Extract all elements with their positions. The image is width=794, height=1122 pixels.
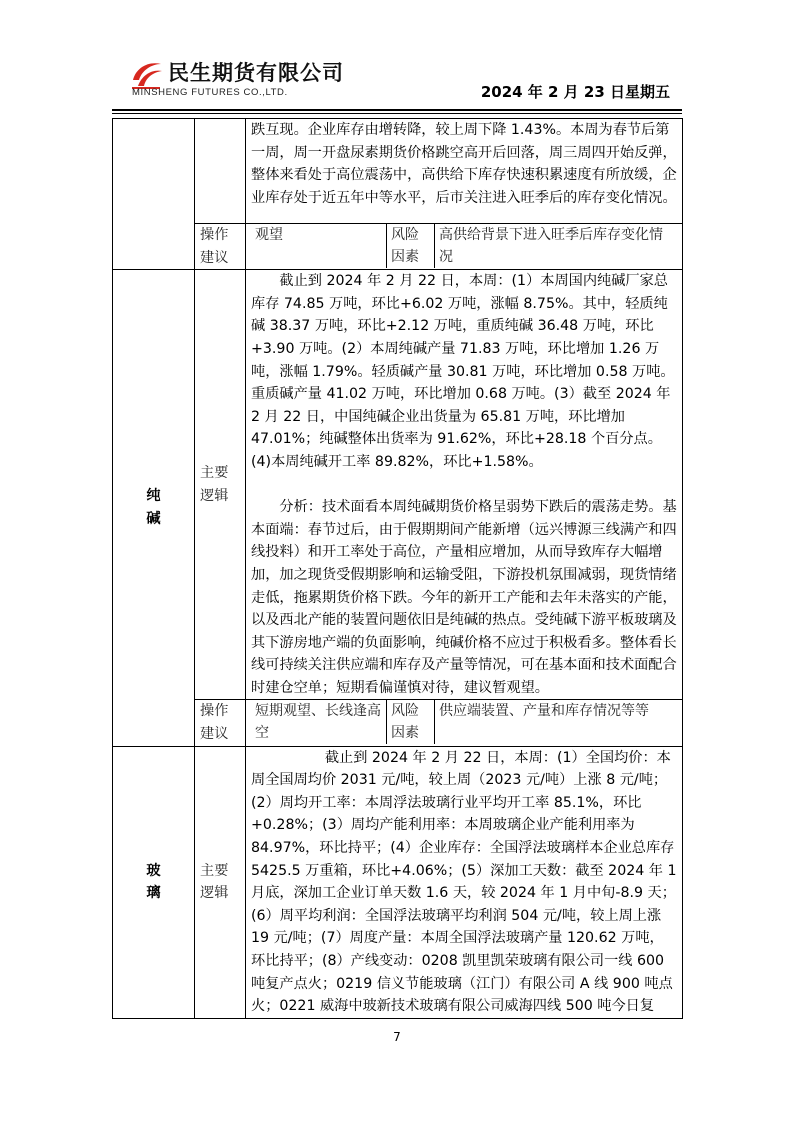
soda-ops-cell [246,700,683,746]
soda-ops-grid [251,700,677,744]
glass-logic-label: 主要逻辑 [195,746,246,1018]
soda-category [113,270,195,746]
soda-ops-label: 操作建议 [195,700,246,746]
urea-ops-grid [251,224,677,268]
glass-category [113,746,195,1018]
page-header [130,55,670,105]
urea-category-cell [113,119,195,270]
page-number: 7 [393,1030,401,1044]
soda-analysis-paragraph: 分析：技术面看本周纯碱期货价格呈弱势下跌后的震荡走势。基本面端：春节过后，由于假期期间产能新增（远兴博源三线满产和四线投料）和开工率处于高位，产量相应增加，从而导致库存大幅增加，加之现货受假期影响和运输受阻，下游投机氛围减弱，现货情绪走低，拖累期货价格下跌。今年的新开工产能和去年未落实的产能，以及西北产能的装置问题依旧是纯碱的热点。受纯碱下游平板玻璃及其下游房地产端的负面影响，纯碱价格不应过于积极看多。整体看长线可持续关注供应端和库存及产量等情况，可在基本面和技术面配合时建仓空单；短期看偏谨慎对待，建议暂观望。 [251,499,677,696]
soda-risk-text: 供应端装置、产量和库存情况等等 [439,703,649,720]
paragraph-spacer [251,474,677,497]
urea-risk-text: 高供给背景下进入旺季后库存变化情况 [439,227,663,265]
soda-category-text: 纯碱 [146,488,161,527]
header-rule-thin [112,113,682,114]
soda-data-paragraph: 截止到 2024 年 2 月 22 日，本周：(1）本周国内纯碱厂家总库存 74.85 万吨，环比+6.02 万吨，涨幅 8.75%。其中，轻质纯碱 38.37 万吨，环比+2.12 万吨，重质纯碱 36.48 万吨，环比+3.90 万吨。(2）本周纯碱产量 71.83 万吨，环比增加 1.26 万吨，涨幅 1.79%。轻质碱产量 30.81 万吨，环比增加 0.58 万吨。重质碱产量 41.02 万吨，环比增加 0.68 万吨。(3）截至 2024 年 2 月 22 日，中国纯碱企业出货量为 65.81 万吨，环比增加 47.01%；纯碱整体出货率为 91.62%，环比+28.18 个百分点。(4)本周纯碱开工率 89.82%，环比+1.58%。 [251,273,675,470]
company-name-en: MINSHENG FUTURES CO.,LTD. [132,87,288,98]
commodity-analysis-table [112,118,683,1019]
urea-ops-advice: 观望 [251,224,387,268]
urea-ops-label: 操作建议 [195,224,246,270]
urea-logic-label-cell [195,119,246,224]
glass-category-text: 玻璃 [146,862,161,902]
glass-logic-row [113,746,683,1018]
soda-logic-row [113,270,683,700]
soda-ops-advice: 短期观望、长线逢高空 [251,700,387,744]
urea-risk-label: 风险因素 [387,224,435,268]
urea-ops-row [113,224,683,270]
glass-logic-cell [246,746,683,1018]
soda-logic-label: 主要逻辑 [195,270,246,700]
report-date: 2024 年 2 月 23 日星期五 [480,83,670,101]
header-rule-thick [112,109,682,111]
soda-logic-cell [246,270,683,700]
glass-data-paragraph: 截止到 2024 年 2 月 22 日，本周：(1）全国均价：本周全国周均价 2031 元/吨，较上周（2023 元/吨）上涨 8 元/吨；(2）周均开工率：本周浮法玻璃行业平均开工率 85.1%，环比+0.28%；(3）周均产能利用率：本周玻璃企业产能利用率为 84.97%，环比持平；(4）企业库存：全国浮法玻璃样本企业总库存 5425.5 万重箱，环比+4.06%；(5）深加工天数：截至 2024 年 1 月底，深加工企业订单天数 1.6 天，较 2024 年 1 月中旬-8.9 天；(6）周平均利润：全国浮法玻璃平均利润 504 元/吨，较上周上涨 19 元/吨；(7）周度产量：本周全国浮法玻璃产量 120.62 万吨，环比持平；(8）产线变动：0208 凯里凯荣玻璃有限公司一线 600 吨复产点火；0219 信义节能玻璃（江门）有限公司 A 线 900 吨点火；0221 威海中玻新技术玻璃有限公司威海四线 500 吨今日复 [251,749,677,1015]
urea-logic-text: 跌互现。企业库存由增转降，较上周下降 1.43%。本周为春节后第一周，周一开盘尿素期货价格跳空高开后回落，周三周四开始反弹，整体来看处于高位震荡中，高供给下库存快速积累速度有所放缓，企业库存处于近五年中等水平，后市关注进入旺季后的库存变化情况。 [246,119,683,224]
urea-logic-row [113,119,683,224]
company-name-cn: 民生期货有限公司 [168,61,344,85]
urea-ops-cell [246,224,683,270]
soda-risk-label: 风险因素 [387,700,435,744]
soda-ops-row [113,700,683,746]
